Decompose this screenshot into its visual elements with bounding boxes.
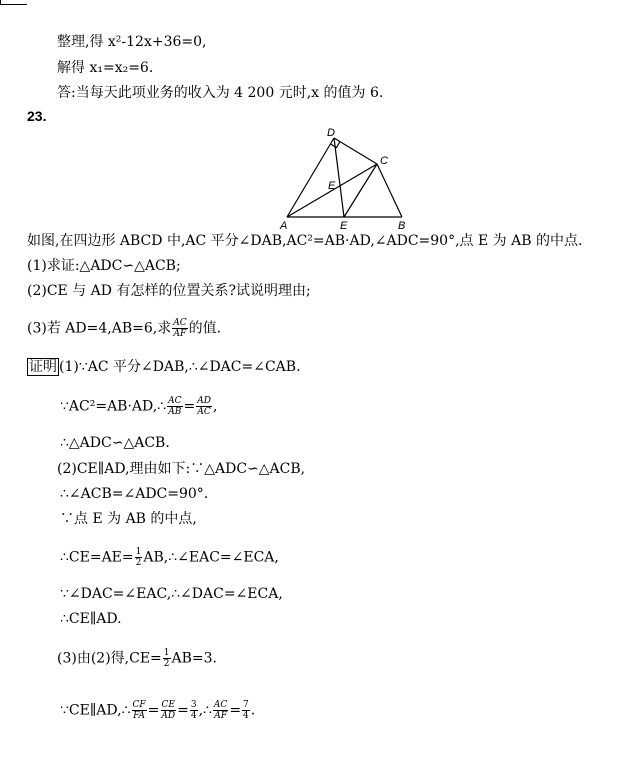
solution-line-2 bbox=[60, 396, 217, 417]
top-corner-mark bbox=[0, 0, 27, 5]
solution-line-1 bbox=[27, 358, 301, 376]
fraction-denominator: AF bbox=[173, 329, 187, 339]
proof-label: 证明 bbox=[29, 359, 57, 375]
fraction-ad-ac bbox=[196, 396, 212, 417]
problem-number-value: 23 bbox=[27, 108, 43, 124]
solution-line-7 bbox=[60, 547, 279, 568]
step-7-prefix: ∴CE=AE= bbox=[60, 549, 134, 566]
question-2: (2)CE 与 AD 有怎样的位置关系?试说明理由; bbox=[27, 283, 311, 299]
step-10-suffix: AB=3. bbox=[171, 650, 218, 667]
step-2-prefix: ∵AC²=AB·AD,∴ bbox=[60, 398, 167, 415]
segment-de bbox=[334, 138, 344, 217]
question-3-prefix: (3)若 AD=4,AB=6,求 bbox=[27, 320, 172, 337]
fraction-ac-af bbox=[172, 318, 187, 339]
solution-line-4: (2)CE∥AD,理由如下:∵△ADC∽△ACB, bbox=[57, 461, 306, 477]
prev-line-2: 解得 x₁=x₂=6. bbox=[57, 60, 154, 76]
segment-cb bbox=[377, 164, 402, 217]
equals-sign: = bbox=[177, 702, 189, 719]
problem-number bbox=[27, 107, 46, 125]
fraction-numerator: AC bbox=[213, 700, 228, 710]
equals-sign: = bbox=[147, 702, 160, 719]
label-d: D bbox=[327, 127, 335, 139]
fraction-numerator: AD bbox=[197, 396, 211, 406]
question-3 bbox=[27, 318, 221, 339]
fraction-seven-quarters bbox=[242, 700, 250, 721]
label-a: A bbox=[280, 220, 288, 232]
solution-line-8: ∵∠DAC=∠EAC,∴∠DAC=∠ECA, bbox=[60, 586, 283, 602]
equals-sign: = bbox=[229, 702, 242, 719]
step-2-suffix: , bbox=[212, 398, 218, 415]
fraction-ac-af bbox=[213, 700, 228, 721]
fraction-denominator: AD bbox=[161, 711, 176, 721]
prev-answer: 答:当每天此项业务的收入为 4 200 元时,x 的值为 6. bbox=[57, 85, 384, 101]
solution-step-1: (1)∵AC 平分∠DAB,∴∠DAC=∠CAB. bbox=[59, 359, 301, 375]
fraction-denominator: 2 bbox=[163, 659, 170, 669]
fraction-ce-ad bbox=[160, 700, 176, 721]
fraction-three-quarters bbox=[190, 700, 198, 721]
label-f: E bbox=[328, 180, 336, 192]
step-10-prefix: (3)由(2)得,CE= bbox=[57, 650, 162, 667]
fraction-denominator: 2 bbox=[135, 558, 142, 568]
solution-line-6: ∵点 E 为 AB 的中点, bbox=[60, 511, 197, 527]
fraction-denominator: 4 bbox=[190, 711, 197, 721]
fraction-numerator: 1 bbox=[135, 547, 142, 557]
fraction-denominator: AF bbox=[214, 711, 227, 721]
prev-line-1: 整理,得 x²-12x+36=0, bbox=[57, 34, 207, 50]
solution-line-3: ∴△ADC∽△ACB. bbox=[60, 435, 170, 451]
fraction-one-half bbox=[163, 648, 171, 669]
fraction-denominator: 4 bbox=[243, 711, 249, 721]
problem-number-dot: . bbox=[42, 108, 47, 124]
step-7-suffix: AB,∴∠EAC=∠ECA, bbox=[143, 549, 279, 566]
fraction-numerator: AC bbox=[173, 318, 187, 328]
fraction-denominator: AB bbox=[168, 407, 182, 417]
fraction-numerator: 7 bbox=[243, 700, 249, 710]
fraction-numerator: CE bbox=[161, 700, 175, 710]
fraction-numerator: CF bbox=[132, 700, 146, 710]
geometry-figure bbox=[270, 122, 420, 232]
solution-line-11 bbox=[60, 700, 255, 721]
fraction-denominator: AC bbox=[197, 407, 211, 417]
step-11-therefore: ,∴ bbox=[198, 702, 212, 719]
segment-ce bbox=[344, 164, 377, 217]
step-11-suffix: . bbox=[250, 702, 256, 719]
fraction-denominator: FA bbox=[133, 711, 146, 721]
solution-line-5: ∴∠ACB=∠ADC=90°. bbox=[60, 486, 209, 502]
fraction-cf-fa bbox=[132, 700, 147, 721]
label-e: E bbox=[340, 220, 348, 232]
label-c: C bbox=[380, 155, 388, 167]
label-b: B bbox=[398, 220, 406, 232]
segment-ad bbox=[287, 138, 334, 217]
fraction-ac-ab bbox=[167, 396, 182, 417]
fraction-numerator: AC bbox=[168, 396, 182, 406]
equals-sign: = bbox=[183, 398, 196, 415]
question-3-suffix: 的值. bbox=[188, 320, 222, 337]
fraction-one-half bbox=[135, 547, 143, 568]
solution-line-10 bbox=[57, 648, 217, 669]
problem-stem: 如图,在四边形 ABCD 中,AC 平分∠DAB,AC²=AB·AD,∠ADC=90°,点 E 为 AB 的中点. bbox=[27, 233, 583, 249]
fraction-numerator: 1 bbox=[163, 648, 170, 658]
fraction-numerator: 3 bbox=[190, 700, 197, 710]
step-11-prefix: ∵CE∥AD,∴ bbox=[60, 702, 131, 719]
solution-line-9: ∴CE∥AD. bbox=[60, 611, 122, 627]
question-1: (1)求证:△ADC∽△ACB; bbox=[27, 258, 181, 274]
